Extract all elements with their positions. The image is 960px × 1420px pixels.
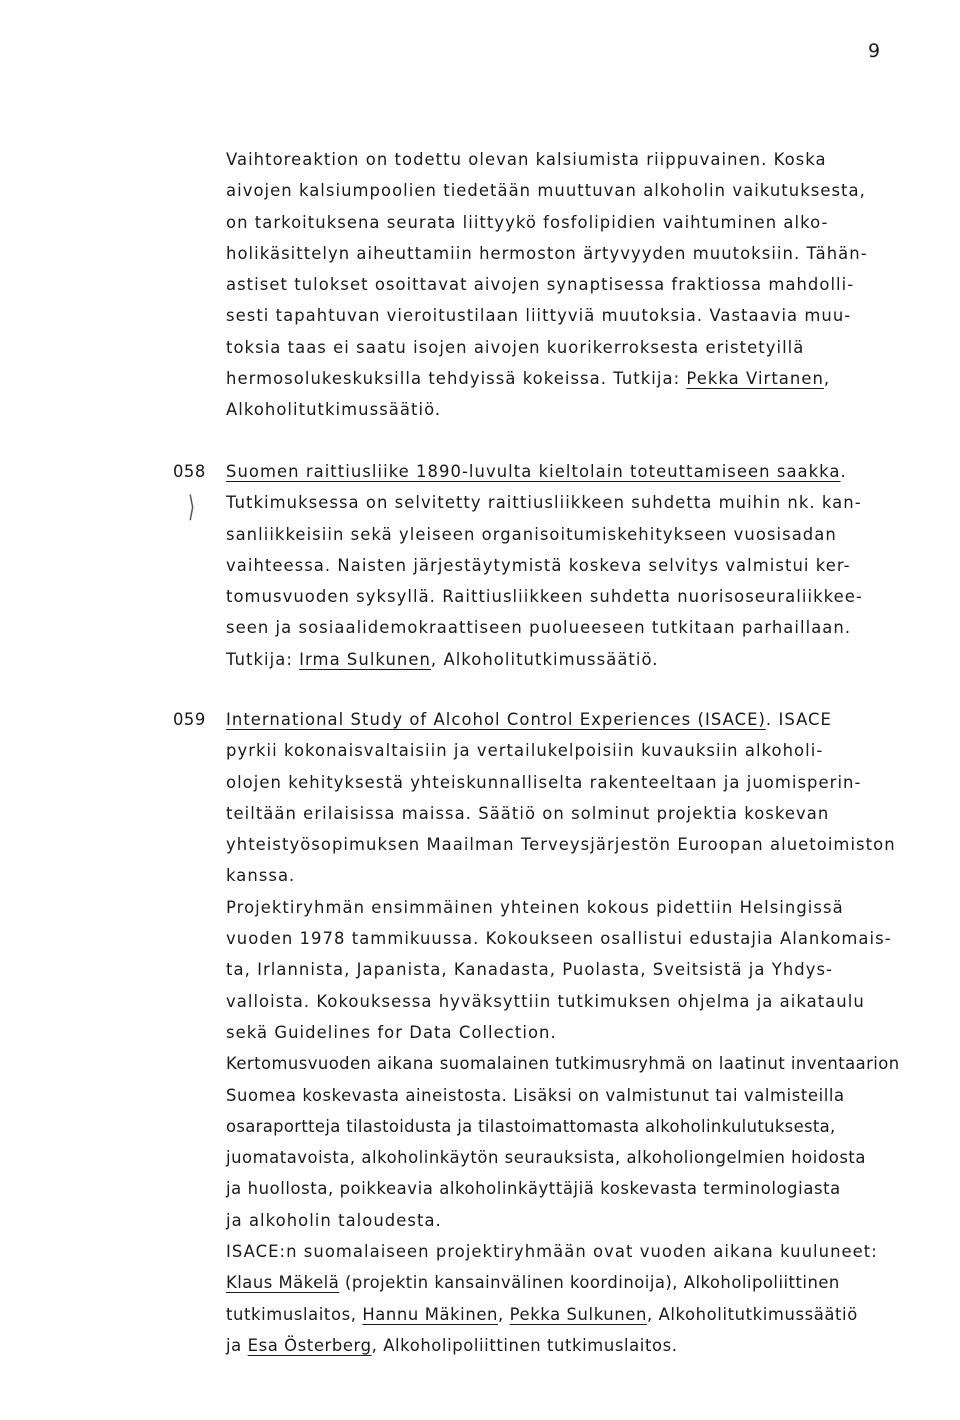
entry-title-line — [226, 456, 942, 487]
text-line: seen ja sosiaalidemokraattiseen puolueeseen tutkitaan parhaillaan. — [226, 618, 852, 638]
text-line: kanssa. — [226, 866, 296, 886]
researcher-label: Tutkija: — [226, 649, 300, 669]
text-line: vuoden 1978 tammikuussa. Kokoukseen osallistui edustajia Alankomais- — [226, 929, 892, 949]
member-separator: , — [498, 1304, 510, 1324]
text-line: Alkoholitutkimussäätiö. — [226, 400, 442, 420]
text-line: ja huollosta, poikkeavia alkoholinkäyttäjiä koskevasta terminologiasta — [226, 1179, 841, 1199]
researcher-name: Pekka Virtanen — [686, 369, 824, 389]
entry-number: 059 — [173, 710, 206, 729]
text-line: ISACE:n suomalaiseen projektiryhmään ovat vuoden aikana kuuluneet: — [226, 1242, 878, 1262]
text-line: olojen kehityksestä yhteiskunnalliselta rakenteeltaan ja juomisperin- — [226, 772, 862, 792]
text-line: toksia taas ei saatu isojen aivojen kuorikerroksesta eristetyillä — [226, 337, 805, 357]
text-line: pyrkii kokonaisvaltaisiin ja vertailukelpoisiin kuvauksiin alkoholi- — [226, 741, 824, 761]
member-name: Pekka Sulkunen — [509, 1304, 647, 1324]
text-line: astiset tulokset osoittavat aivojen synaptisessa fraktiossa mahdolli- — [226, 275, 855, 295]
entry-number: 058 — [173, 462, 206, 481]
text-line: on tarkoituksena seurata liittyykö fosfolipidien vaihtuminen alko- — [226, 212, 829, 232]
text-line: juomatavoista, alkoholinkäytön seurauksista, alkoholiongelmien hoidosta — [226, 1148, 866, 1168]
member-affiliation: , Alkoholipoliittinen tutkimuslaitos. — [371, 1335, 678, 1355]
entry-title: International Study of Alcohol Control Experiences (ISACE) — [226, 710, 766, 729]
text-line — [226, 363, 942, 394]
entry-title-end: . ISACE — [765, 710, 832, 729]
entry-title: Suomen raittiusliike 1890-luvulta kieltolain toteuttamiseen saakka — [226, 462, 841, 481]
researcher-label: hermosolukeskuksilla tehdyissä kokeissa. Tutkija: — [226, 369, 687, 389]
entry-title-line — [226, 704, 942, 735]
entry-059 — [226, 704, 942, 1361]
intro-paragraph — [226, 144, 942, 426]
text-line: osaraportteja tilastoidusta ja tilastoimattomasta alkoholinkulutuksesta, — [226, 1116, 836, 1136]
entry-title-end: . — [840, 462, 847, 481]
text-line: Vaihtoreaktion on todettu olevan kalsiumista riippuvainen. Koska — [226, 150, 827, 169]
member-affiliation: , Alkoholitutkimussäätiö — [646, 1304, 858, 1324]
member-connector: ja — [226, 1335, 248, 1355]
researcher-affiliation: , Alkoholitutkimussäätiö. — [430, 649, 659, 669]
members-line — [226, 1299, 942, 1330]
text-line: Tutkimuksessa on selvitetty raittiusliikkeen suhdetta muihin nk. kan- — [226, 493, 862, 513]
text-line: teiltään erilaisissa maissa. Säätiö on solminut projektia koskevan — [226, 803, 830, 823]
researcher-suffix: , — [823, 369, 831, 389]
member-affiliation: tutkimuslaitos, — [226, 1304, 363, 1324]
researcher-name: Irma Sulkunen — [299, 649, 431, 669]
text-line: vaihteessa. Naisten järjestäytymistä koskeva selvitys valmistui ker- — [226, 555, 851, 575]
margin-mark: ⟩ — [188, 490, 196, 525]
text-line: Kertomusvuoden aikana suomalainen tutkimusryhmä on laatinut inventaarion — [226, 1054, 900, 1074]
member-name: Hannu Mäkinen — [362, 1304, 498, 1324]
text-line: Projektiryhmän ensimmäinen yhteinen kokous pidettiin Helsingissä — [226, 897, 844, 917]
member-name: Klaus Mäkelä — [226, 1273, 340, 1293]
text-line — [226, 644, 942, 675]
members-line — [226, 1267, 942, 1298]
member-name: Esa Österberg — [247, 1335, 372, 1355]
text-line: holikäsittelyn aiheuttamiin hermoston ärtyvyyden muutoksiin. Tähän- — [226, 243, 868, 263]
text-line: ta, Irlannista, Japanista, Kanadasta, Puolasta, Sveitsistä ja Yhdys- — [226, 960, 834, 980]
text-line: sesti tapahtuvan vieroitustilaan liittyviä muutoksia. Vastaavia muu- — [226, 306, 852, 326]
entry-058 — [226, 456, 942, 675]
text-line: ja alkoholin taloudesta. — [226, 1210, 442, 1230]
member-role: (projektin kansainvälinen koordinoija), Alkoholipoliittinen — [339, 1273, 840, 1293]
text-line: aivojen kalsiumpoolien tiedetään muuttuvan alkoholin vaikutuksesta, — [226, 181, 866, 201]
text-line: Suomea koskevasta aineistosta. Lisäksi on valmistunut tai valmisteilla — [226, 1085, 845, 1105]
members-line — [226, 1330, 942, 1361]
text-line: sekä Guidelines for Data Collection. — [226, 1022, 557, 1042]
text-line: tomusvuoden syksyllä. Raittiusliikkeen suhdetta nuorisoseuraliikkee- — [226, 587, 863, 607]
text-line: valloista. Kokouksessa hyväksyttiin tutkimuksen ohjelma ja aikataulu — [226, 991, 865, 1011]
text-line: sanliikkeisiin sekä yleiseen organisoitumiskehitykseen vuosisadan — [226, 524, 837, 544]
text-line: yhteistyösopimuksen Maailman Terveysjärjestön Euroopan aluetoimiston — [226, 835, 896, 855]
page-number: 9 — [868, 40, 881, 62]
